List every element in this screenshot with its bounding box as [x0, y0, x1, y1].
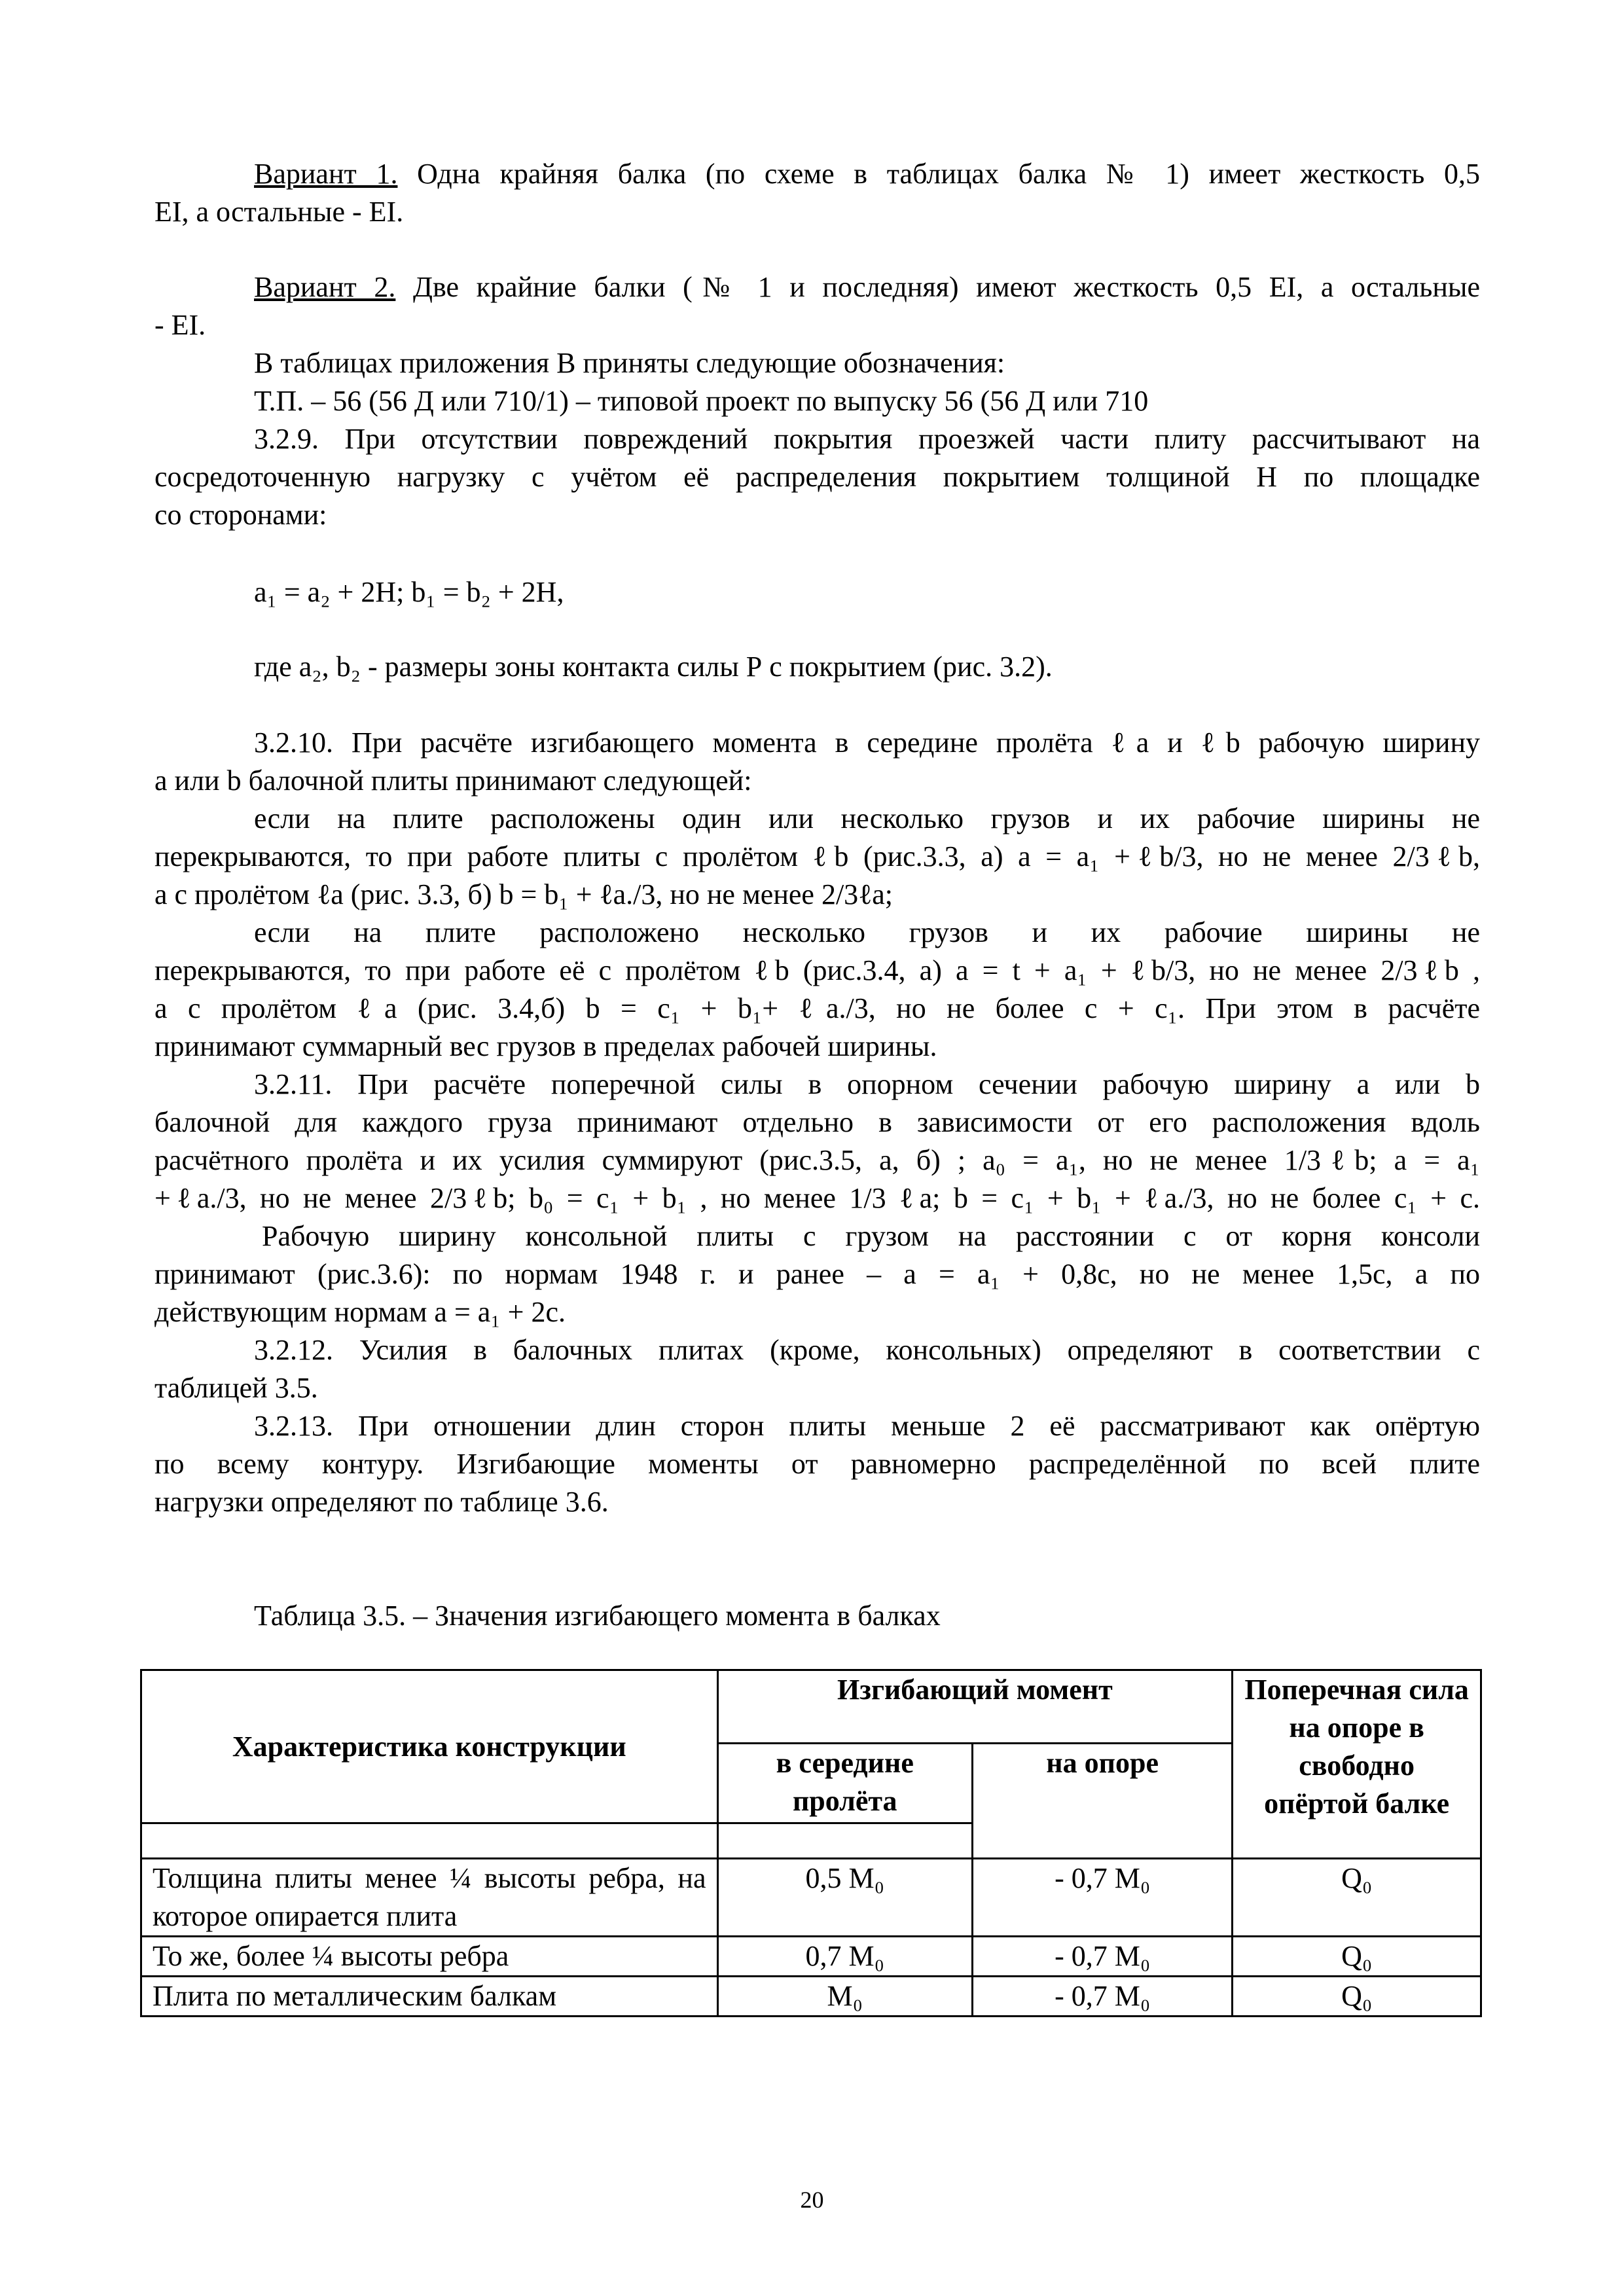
- variant-2-line2: - EI.: [154, 309, 206, 341]
- p3210-line8: а с пролётом ℓa (рис. 3.4,б) b = c₁ + b₁+ ℓa./3, но не более c + c₁. При этом в расчёте: [154, 992, 1480, 1024]
- formula: a₁ = a₂ + 2H; b₁ = b₂ + 2H,: [254, 576, 564, 608]
- row-mid: 0,5 M₀: [717, 1859, 972, 1937]
- p3210-line4: перекрываются, то при работе плиты с пролётом ℓb (рис.3.3, а) a = a₁ +ℓb/3, но не менее 2/3ℓb,: [154, 840, 1480, 872]
- row-shear: Q₀: [1233, 1859, 1481, 1937]
- notation-intro: В таблицах приложения В приняты следующие обозначения:: [254, 347, 1005, 379]
- variant-2-line: [154, 268, 1480, 306]
- header-empty-cell: [717, 1823, 972, 1859]
- row-support: - 0,7 M₀: [973, 1859, 1233, 1937]
- p3210-line7: перекрываются, то при работе её с пролётом ℓb (рис.3.4, а) a = t + a₁ + ℓb/3, но не менее 2/3ℓb ,: [154, 954, 1480, 986]
- header-shear: Поперечная сила на опоре в свободно опёртой балке: [1233, 1670, 1481, 1859]
- variant-2-label: Вариант 2.: [254, 271, 396, 303]
- table-row: [141, 1937, 1481, 1977]
- p3213-line3: нагрузки определяют по таблице 3.6.: [154, 1486, 609, 1518]
- row-characteristic: Толщина плиты менее ¼ высоты ребра, на которое опирается плита: [141, 1859, 718, 1937]
- p3210-line9: принимают суммарный вес грузов в пределах рабочей ширины.: [154, 1030, 937, 1062]
- table-row: [141, 1977, 1481, 2017]
- header-empty-cell: [141, 1823, 718, 1859]
- row-shear: Q₀: [1233, 1977, 1481, 2017]
- formula-where: где a₂, b₂ - размеры зоны контакта силы Р с покрытием (рис. 3.2).: [254, 651, 1053, 683]
- p329-line1: 3.2.9. При отсутствии повреждений покрытия проезжей части плиту рассчитывают на: [254, 423, 1480, 455]
- variant-1-line2: EI, а остальные - EI.: [154, 196, 404, 228]
- console-line2: принимают (рис.3.6): по нормам 1948 г. и ранее – a = a₁ + 0,8c, но не менее 1,5c, а по: [154, 1258, 1480, 1290]
- row-mid: M₀: [717, 1977, 972, 2017]
- p329-line2: сосредоточенную нагрузку с учётом её распределения покрытием толщиной Н по площадке: [154, 461, 1480, 493]
- table-row: [141, 1859, 1481, 1937]
- variant-1-line: [154, 155, 1480, 193]
- p3210-line5: а с пролётом ℓa (рис. 3.3, б) b = b₁ + ℓa./3, но не менее 2/3ℓa;: [154, 878, 893, 910]
- p3212-line1: 3.2.12. Усилия в балочных плитах (кроме, консольных) определяют в соответствии с: [254, 1334, 1480, 1366]
- p3213-line1: 3.2.13. При отношении длин сторон плиты меньше 2 её рассматривают как опёртую: [254, 1410, 1480, 1442]
- row-shear: Q₀: [1233, 1937, 1481, 1977]
- p3210-line2: a или b балочной плиты принимают следующей:: [154, 764, 752, 797]
- header-characteristic: Характеристика конструкции: [141, 1670, 718, 1823]
- variant-1-text: Одна крайняя балка (по схеме в таблицах балка № 1) имеет жесткость 0,5: [397, 158, 1481, 190]
- variant-2-text: Две крайние балки (№ 1 и последняя) имеют жесткость 0,5 EI, а остальные: [395, 271, 1481, 303]
- console-line3: действующим нормам a = a₁ + 2c.: [154, 1296, 566, 1328]
- row-support: - 0,7 M₀: [973, 1977, 1233, 2017]
- p3211-line4: +ℓa./3, но не менее 2/3ℓb; b₀ = c₁ + b₁ , но менее 1/3 ℓa; b = c₁ + b₁ + ℓa./3, но не более c₁ + c.: [154, 1182, 1480, 1214]
- p3212-line2: таблицей 3.5.: [154, 1372, 318, 1404]
- console-line1: Рабочую ширину консольной плиты с грузом на расстоянии c от корня консоли: [262, 1220, 1480, 1252]
- header-support: на опоре: [973, 1744, 1233, 1859]
- variant-1-label: Вариант 1.: [254, 158, 398, 190]
- p3211-line1: 3.2.11. При расчёте поперечной силы в опорном сечении рабочую ширину a или b: [254, 1068, 1480, 1100]
- row-characteristic: То же, более ¼ высоты ребра: [141, 1937, 718, 1977]
- p329-line3: со сторонами:: [154, 499, 327, 531]
- p3210-line1: 3.2.10. При расчёте изгибающего момента в середине пролёта ℓa и ℓb рабочую ширину: [254, 726, 1480, 759]
- table-caption: Таблица 3.5. – Значения изгибающего момента в балках: [254, 1600, 941, 1632]
- row-mid: 0,7 M₀: [717, 1937, 972, 1977]
- header-moment: Изгибающий момент: [717, 1670, 1233, 1744]
- p3211-line3: расчётного пролёта и их усилия суммируют (рис.3.5, а, б) ; a₀ = a₁, но не менее 1/3ℓb; a = a₁: [154, 1144, 1480, 1176]
- row-characteristic: Плита по металлическим балкам: [141, 1977, 718, 2017]
- header-mid-span: в середине пролёта: [717, 1744, 972, 1823]
- p3210-line6: если на плите расположено несколько грузов и их рабочие ширины не: [254, 916, 1480, 948]
- p3211-line2: балочной для каждого груза принимают отдельно в зависимости от его расположения вдоль: [154, 1106, 1480, 1138]
- notation-tp: Т.П. – 56 (56 Д или 710/1) – типовой проект по выпуску 56 (56 Д или 710: [254, 385, 1149, 417]
- p3213-line2: по всему контуру. Изгибающие моменты от равномерно распределённой по всей плите: [154, 1448, 1480, 1480]
- moments-table: [140, 1669, 1482, 2017]
- row-support: - 0,7 M₀: [973, 1937, 1233, 1977]
- p3210-line3: если на плите расположены один или несколько грузов и их рабочие ширины не: [254, 802, 1480, 834]
- page-number: 20: [800, 2187, 824, 2213]
